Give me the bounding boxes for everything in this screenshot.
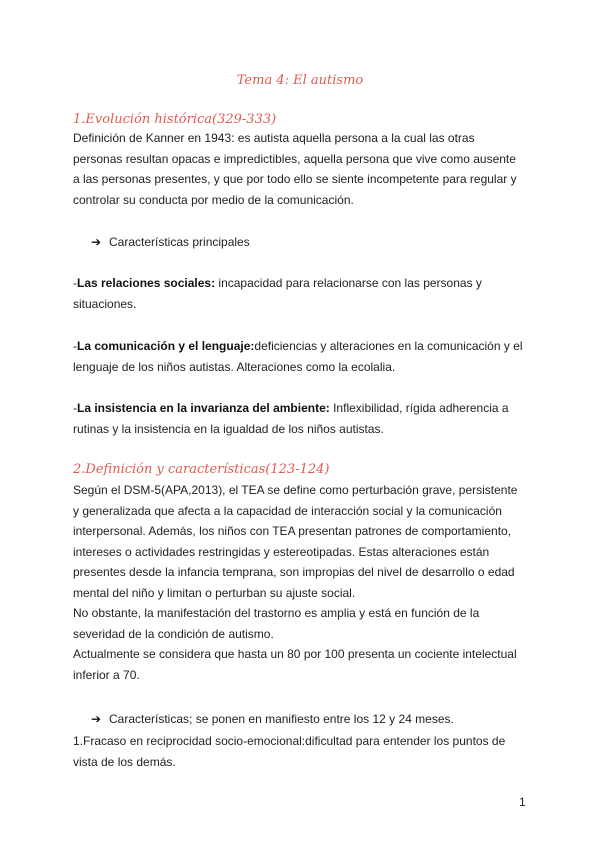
- text-line: [73, 398, 533, 419]
- text-line: y generalizada que afecta a la capacidad de interacción social y la comunicación: [73, 503, 502, 518]
- term-bold: La comunicación y el lenguaje:: [77, 339, 255, 353]
- kanner-definition: [73, 128, 533, 210]
- text-line: rutinas y la insistencia en la igualdad de los niños autistas.: [73, 421, 384, 436]
- page-number: 1: [519, 795, 526, 809]
- document-title: Tema 4: El autismo: [236, 73, 364, 88]
- bullet-caracteristicas-principales: [91, 232, 250, 252]
- arrow-right-icon: ➔: [91, 712, 102, 726]
- definition-text: deficiencias y alteraciones en la comunicación y el: [254, 339, 523, 353]
- definition-text: incapacidad para relacionarse con las personas y: [215, 276, 482, 290]
- bullet-label: Características principales: [109, 235, 250, 249]
- text-line: Actualmente se considera que hasta un 80 por 100 presenta un cociente intelectual: [73, 647, 517, 661]
- item-1-reciprocidad: [73, 731, 543, 772]
- dash: -: [73, 401, 77, 415]
- text-line: Según el DSM-5(APA,2013), el TEA se define como perturbación grave, persistente: [73, 483, 518, 497]
- text-line: a las personas presentes, y que por todo ello se siente incompetente para regular y: [73, 172, 517, 186]
- text-line: inferior a 70.: [73, 667, 140, 682]
- section-2-heading: 2.Definición y características(123-124): [73, 462, 330, 477]
- text-line: Definición de Kanner en 1943: es autista aquella persona a la cual las otras: [73, 131, 475, 145]
- term-bold: La insistencia en la invarianza del ambiente:: [77, 401, 330, 415]
- text-line: lenguaje de los niños autistas. Alteraciones como la ecolalia.: [73, 359, 396, 374]
- text-line: [73, 273, 533, 294]
- text-line: severidad de la condición de autismo.: [73, 626, 274, 641]
- bullet-label: Características; se ponen en manifiesto entre los 12 y 24 meses.: [109, 712, 454, 726]
- dsm5-definition: [73, 480, 533, 685]
- term-bold: Las relaciones sociales:: [77, 276, 216, 290]
- section-1-heading: 1.Evolución histórica(329-333): [73, 112, 277, 127]
- insistencia-invarianza: [73, 398, 533, 439]
- text-line: interpersonal. Además, los niños con TEA presentan patrones de comportamiento,: [73, 524, 512, 538]
- text-line: intereses o actividades restringidas y estereotipadas. Estas alteraciones están: [73, 544, 490, 559]
- relaciones-sociales: [73, 273, 533, 314]
- dash: -: [73, 276, 77, 290]
- arrow-right-icon: ➔: [91, 235, 102, 249]
- text-line: No obstante, la manifestación del trastorno es amplia y está en función de la: [73, 606, 480, 620]
- definition-text: Inflexibilidad, rígida adherencia a: [329, 401, 509, 415]
- text-line: personas resultan opacas e impredictibles, aquella persona que vive como ausente: [73, 151, 516, 166]
- text-line: situaciones.: [73, 296, 137, 311]
- dash: -: [73, 339, 77, 353]
- text-line: controlar su conducta por medio de la comunicación.: [73, 192, 354, 207]
- text-line: vista de los demás.: [73, 754, 176, 769]
- bullet-caracteristicas-edad: [91, 709, 454, 729]
- text-line: presentes desde la infancia temprana, son impropias del nivel de desarrollo o edad: [73, 565, 515, 579]
- comunicacion-lenguaje: [73, 336, 533, 377]
- text-line: 1.Fracaso en reciprocidad socio-emocional:dificultad para entender los puntos de: [73, 734, 506, 748]
- text-line: mental del niño y limitan o perturban su ajuste social.: [73, 585, 356, 600]
- text-line: [73, 336, 533, 357]
